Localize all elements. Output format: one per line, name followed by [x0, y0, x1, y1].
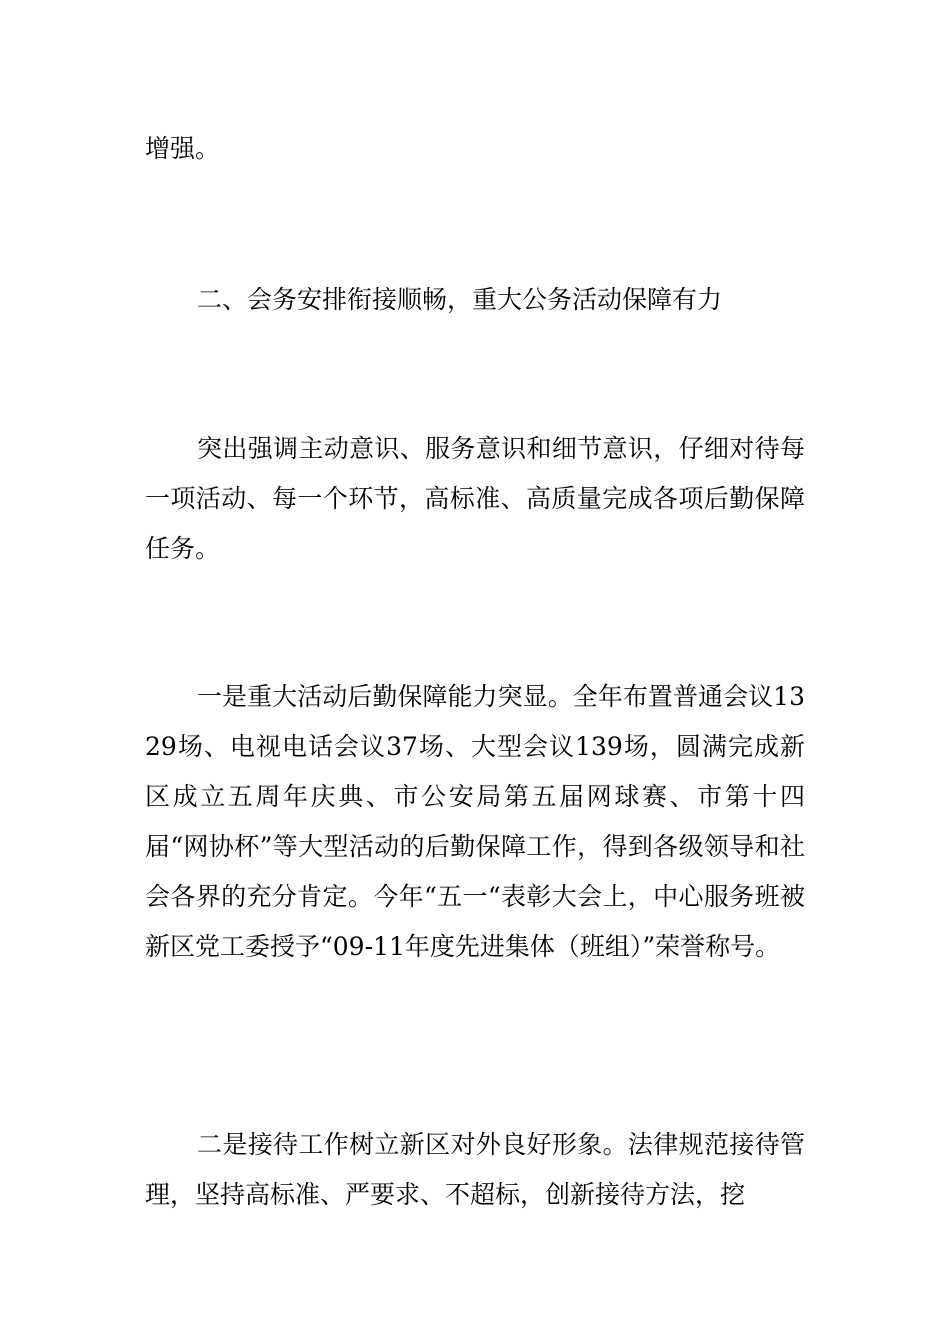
paragraph-reception: 二是接待工作树立新区对外良好形象。法律规范接待管理，坚持高标准、严要求、不超标，创新接待方法，挖: [145, 1130, 805, 1209]
paragraph-fragment: 增强。: [145, 134, 221, 163]
paragraph-intro: 突出强调主动意识、服务意识和细节意识，仔细对待每一项活动、每一个环节，高标准、高质量完成各项后勤保障任务。: [145, 434, 805, 563]
paragraph-major-events: 一是重大活动后勤保障能力突显。全年布置普通会议1329场、电视电话会议37场、大型会议139场，圆满完成新区成立五周年庆典、市公安局第五届网球赛、市第十四届“网协杯”等大型活动的后勤保障工作，得到各级领导和社会各界的充分肯定。今年“五一“表彰大会上，中心服务班被新区党工委授予“09-11年度先进集体（班组）”荣誉称号。: [145, 682, 805, 961]
section-heading: 二、会务安排衔接顺畅，重大公务活动保障有力: [197, 285, 723, 314]
